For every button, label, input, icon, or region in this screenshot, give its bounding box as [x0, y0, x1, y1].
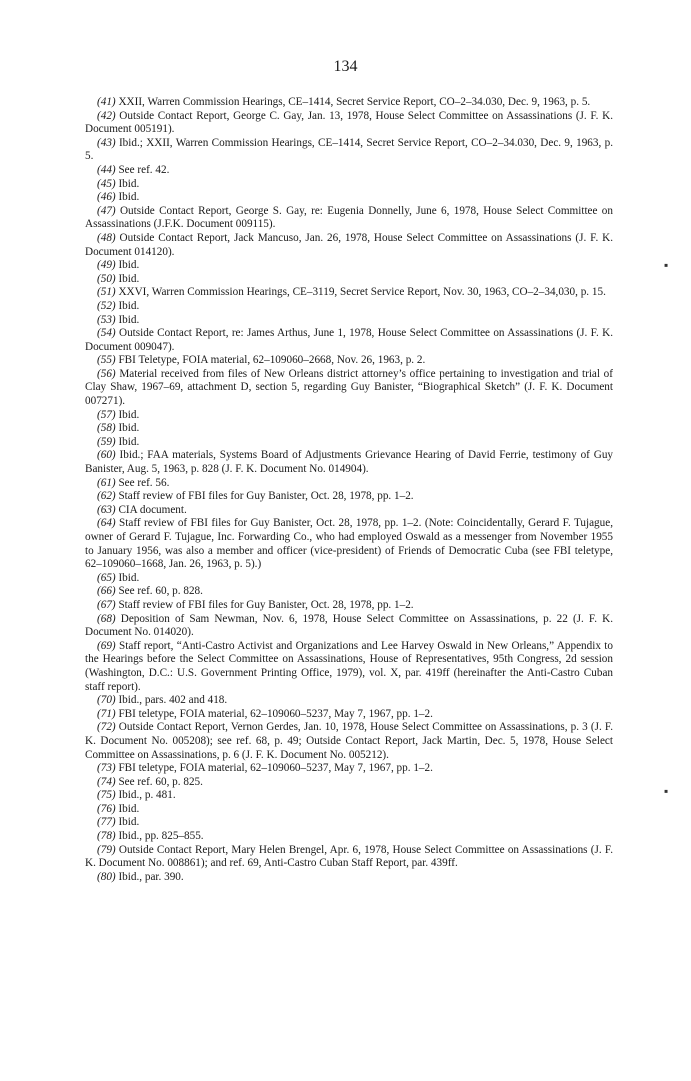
note-text: Ibid. [118, 191, 140, 204]
reference-note [85, 789, 613, 803]
note-text: Ibid. [118, 313, 140, 326]
note-number: (44) [97, 163, 116, 176]
reference-note [85, 286, 613, 300]
reference-note [85, 449, 613, 476]
note-text: Ibid. [118, 177, 140, 190]
reference-note [85, 517, 613, 571]
note-number: (74) [97, 775, 116, 788]
note-text: Staff report, “Anti-Castro Activist and Organizations and Lee Harvey Oswald in New Orleans,” Appendix to the Hearings before the Select Committee on Assassinations, House of Representatives, 95th Congress, 2d session (Washington, D.C.: U.S. Government Printing Office, 1979), vol. X, par. 419ff (hereinafter the Anti-Castro Cuban staff report). [85, 639, 613, 693]
reference-note [85, 409, 613, 423]
note-text: Ibid., par. 390. [118, 870, 184, 883]
note-number: (65) [97, 571, 116, 584]
note-text: Ibid. [118, 802, 140, 815]
reference-note [85, 572, 613, 586]
note-text: Ibid. [118, 571, 140, 584]
note-number: (66) [97, 585, 116, 598]
note-text: Outside Contact Report, re: James Arthus, June 1, 1978, House Select Committee on Assassinations (J. F. K. Document 009047). [85, 327, 614, 353]
note-number: (60) [97, 449, 116, 462]
reference-note [85, 776, 613, 790]
note-text: Staff review of FBI files for Guy Banister, Oct. 28, 1978, pp. 1–2. [118, 490, 414, 503]
note-number: (47) [97, 204, 116, 217]
note-number: (50) [97, 272, 116, 285]
note-number: (77) [97, 816, 116, 829]
note-number: (67) [97, 598, 116, 611]
reference-note [85, 871, 613, 885]
note-text: XXII, Warren Commission Hearings, CE–1414, Secret Service Report, CO–2–34.030, Dec. 9, 1963, p. 5. [118, 96, 591, 108]
note-text: Staff review of FBI files for Guy Banister, Oct. 28, 1978, pp. 1–2. (Note: Coincidentally, Gerard F. Tujague, owner of Gerard F. Tujague, Inc. Forwarding Co., who had employed Oswald as a messenger from November 1955 to January 1956, was also a member and officer (vice-president) of Friends of Democratic Cuba (see FBI teletype, 62–109060–1668, Jan. 26, 1963, p. 5).) [85, 517, 613, 571]
reference-note [85, 721, 613, 762]
reference-note [85, 232, 613, 259]
reference-note [85, 599, 613, 613]
note-text: FBI Teletype, FOIA material, 62–109060–2668, Nov. 26, 1963, p. 2. [118, 354, 426, 367]
note-number: (76) [97, 802, 116, 815]
reference-note [85, 694, 613, 708]
reference-note [85, 259, 613, 273]
note-number: (68) [97, 612, 116, 625]
note-text: Material received from files of New Orleans district attorney’s office pertaining to investigation and trial of Clay Shaw, 1967–69, attachment D, section 5, regarding Guy Banister, “Biographical Sketch” (J. F. K. Document 007271). [85, 367, 613, 408]
note-text: Staff review of FBI files for Guy Banister, Oct. 28, 1978, pp. 1–2. [118, 598, 414, 611]
margin-mark: ▪ [664, 258, 669, 272]
reference-note [85, 613, 613, 640]
note-number: (53) [97, 313, 116, 326]
note-number: (48) [97, 231, 116, 244]
reference-note [85, 816, 613, 830]
note-number: (42) [97, 109, 116, 122]
note-text: Ibid. [118, 259, 140, 272]
note-text: Outside Contact Report, Jack Mancuso, Jan. 26, 1978, House Select Committee on Assassinations (J. F. K. Document 014120). [85, 231, 613, 258]
reference-note [85, 803, 613, 817]
note-number: (55) [97, 354, 116, 367]
reference-note [85, 477, 613, 491]
note-text: FBI teletype, FOIA material, 62–109060–5237, May 7, 1967, pp. 1–2. [118, 762, 433, 775]
note-text: Ibid., pp. 825–855. [118, 830, 204, 843]
note-number: (63) [97, 503, 116, 516]
note-text: Ibid. [118, 272, 140, 285]
note-text: Outside Contact Report, George C. Gay, Jan. 13, 1978, House Select Committee on Assassinations (J. F. K. Document 005191). [85, 109, 613, 136]
note-number: (78) [97, 830, 116, 843]
note-number: (79) [97, 843, 116, 856]
reference-note [85, 436, 613, 450]
note-text: See ref. 56. [118, 476, 170, 489]
page-number: 134 [333, 58, 358, 75]
note-text: Outside Contact Report, George S. Gay, re: Eugenia Donnelly, June 6, 1978, House Select Committee on Assassinations (J.F.K. Document 009115). [85, 204, 613, 231]
reference-note [85, 273, 613, 287]
note-text: Outside Contact Report, Mary Helen Brengel, Apr. 6, 1978, House Select Committee on Assassinations (J. F. K. Document No. 008861); and ref. 69, Anti-Castro Cuban Staff Report, par. 439ff. [85, 843, 613, 870]
note-number: (72) [97, 721, 116, 734]
reference-note [85, 585, 613, 599]
note-text: Ibid.; FAA materials, Systems Board of Adjustments Grievance Hearing of David Ferrie, testimony of Guy Banister, Aug. 5, 1963, p. 828 (J. F. K. Document No. 014904). [85, 449, 614, 476]
reference-note [85, 762, 613, 776]
reference-note [85, 830, 613, 844]
reference-notes-list [85, 96, 613, 884]
note-number: (59) [97, 435, 116, 448]
reference-note [85, 300, 613, 314]
reference-note [85, 191, 613, 205]
note-number: (73) [97, 762, 116, 775]
reference-note [85, 96, 613, 110]
note-number: (43) [97, 136, 116, 149]
note-number: (64) [97, 517, 116, 530]
reference-note [85, 422, 613, 436]
note-number: (61) [97, 476, 116, 489]
note-text: Ibid. [118, 422, 140, 435]
reference-note [85, 314, 613, 328]
reference-note [85, 368, 613, 409]
note-text: See ref. 42. [118, 163, 170, 176]
note-text: Deposition of Sam Newman, Nov. 6, 1978, House Select Committee on Assassinations, p. 22 (J. F. K. Document No. 014020). [85, 612, 614, 639]
reference-note [85, 205, 613, 232]
note-number: (69) [97, 639, 116, 652]
note-number: (57) [97, 408, 116, 421]
note-text: See ref. 60, p. 828. [118, 585, 203, 598]
reference-note [85, 490, 613, 504]
reference-note [85, 640, 613, 694]
note-number: (52) [97, 299, 116, 312]
note-text: XXVI, Warren Commission Hearings, CE–3119, Secret Service Report, Nov. 30, 1963, CO–2–34,030, p. 15. [118, 286, 606, 299]
note-number: (58) [97, 422, 116, 435]
margin-mark: ▪ [664, 784, 669, 798]
note-number: (75) [97, 789, 116, 802]
note-text: FBI teletype, FOIA material, 62–109060–5237, May 7, 1967, pp. 1–2. [118, 707, 433, 720]
note-text: Ibid.; XXII, Warren Commission Hearings, CE–1414, Secret Service Report, CO–2–34.030, Dec. 9, 1963, p. 5. [85, 136, 613, 163]
note-number: (46) [97, 191, 116, 204]
reference-note [85, 327, 613, 354]
note-text: Ibid. [118, 435, 140, 448]
note-text: Ibid. [118, 408, 140, 421]
reference-note [85, 844, 613, 871]
note-number: (51) [97, 286, 116, 299]
note-number: (80) [97, 870, 116, 883]
reference-note [85, 504, 613, 518]
note-number: (71) [97, 707, 116, 720]
note-text: Ibid. [118, 299, 140, 312]
reference-note [85, 354, 613, 368]
note-number: (70) [97, 694, 116, 707]
reference-note [85, 110, 613, 137]
note-number: (45) [97, 177, 116, 190]
note-number: (49) [97, 259, 116, 272]
note-text: Outside Contact Report, Vernon Gerdes, Jan. 10, 1978, House Select Committee on Assassinations, p. 3 (J. F. K. Document No. 005208); see ref. 68, p. 49; Outside Contact Report, Jack Martin, Dec. 5, 1978, House Select Committee on Assassinations, p. 6 (J. F. K. Document No. 005212). [85, 721, 614, 761]
reference-note [85, 164, 613, 178]
note-text: CIA document. [118, 503, 187, 516]
reference-note [85, 708, 613, 722]
note-number: (56) [97, 367, 116, 380]
note-text: See ref. 60, p. 825. [118, 775, 203, 788]
reference-note [85, 178, 613, 192]
note-number: (62) [97, 490, 116, 503]
note-number: (54) [97, 327, 116, 340]
note-text: Ibid. [118, 816, 140, 829]
reference-note [85, 137, 613, 164]
note-text: Ibid., pars. 402 and 418. [118, 694, 228, 707]
note-number: (41) [97, 96, 116, 108]
note-text: Ibid., p. 481. [118, 789, 176, 802]
